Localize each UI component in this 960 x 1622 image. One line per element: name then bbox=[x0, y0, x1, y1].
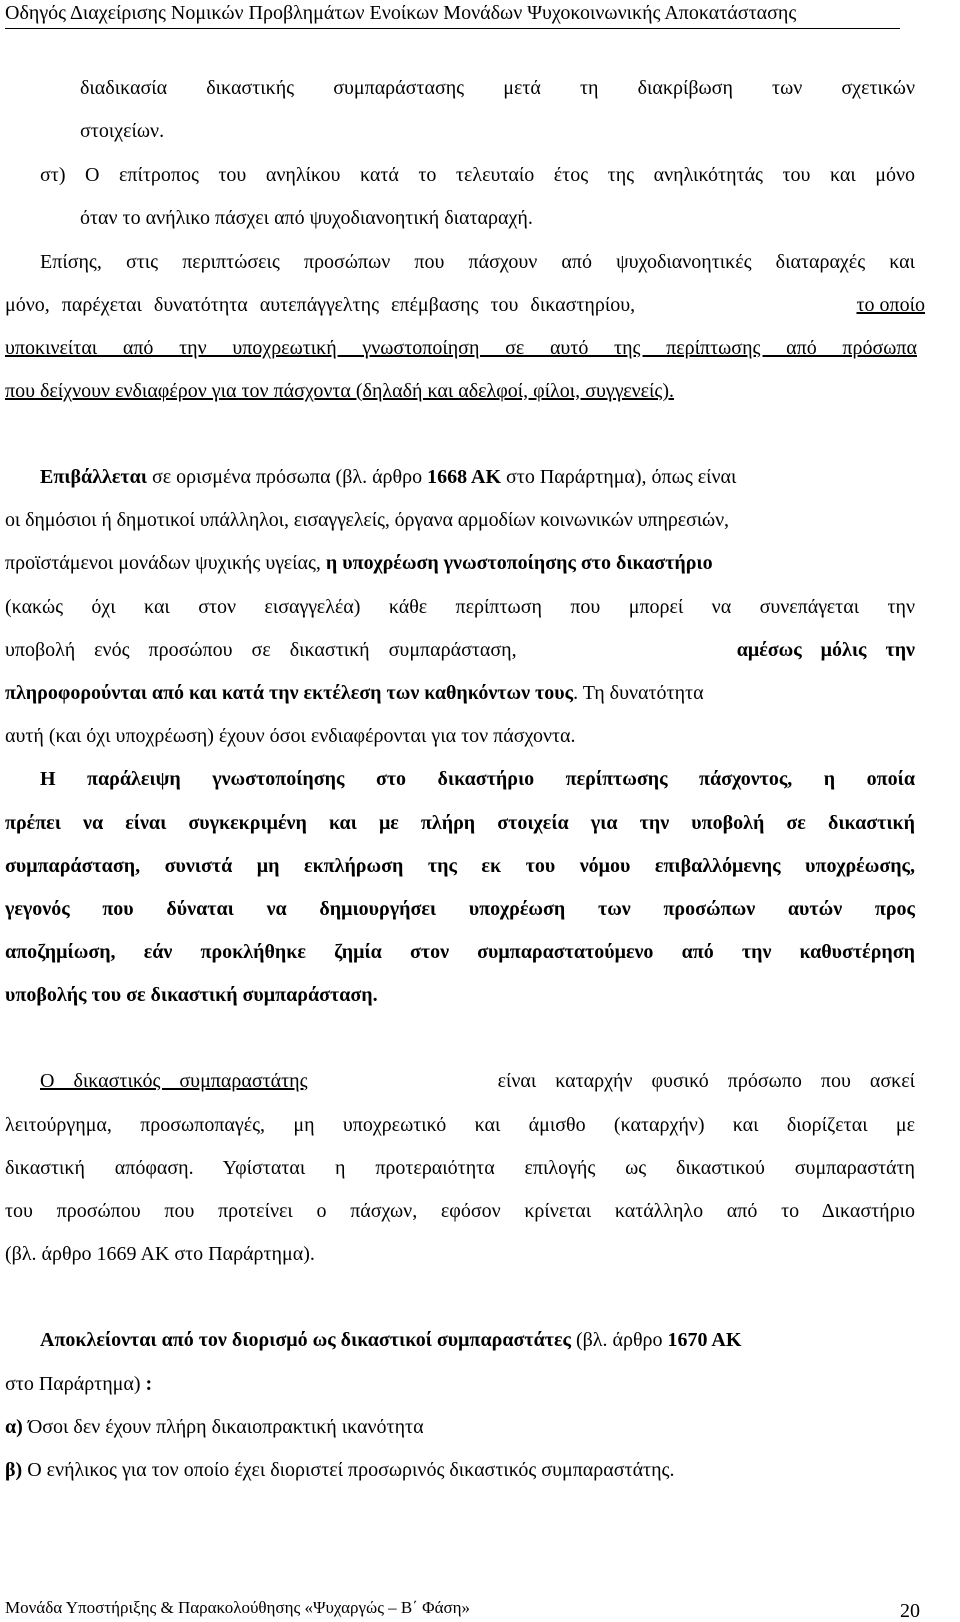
underlined-line: που δείχνουν ενδιαφέρον για τον πάσχοντα (δηλαδή και αδελφοί, φίλοι, συγγενείς). bbox=[5, 380, 674, 402]
bold-paragraph-line: υποβολής του σε δικαστική συμπαράσταση. bbox=[5, 984, 378, 1006]
text-span: είναι καταρχήν φυσικό πρόσωπο που ασκεί bbox=[497, 1070, 915, 1092]
text-span: στο Παράρτημα), όπως είναι bbox=[501, 466, 737, 488]
list-item-st: στ) Ο επίτροπος του ανηλίκου κατά το τελευταίο έτος της ανηλικότητάς του και μόνο bbox=[40, 164, 915, 186]
underlined-text: Ο δικαστικός συμπαραστάτης bbox=[40, 1070, 308, 1092]
list-line: διαδικασία δικαστικής συμπαράστασης μετά τη διακρίβωση των σχετικών bbox=[80, 77, 915, 99]
bold-text: αμέσως μόλις την bbox=[736, 639, 915, 661]
paragraph-line: (κακώς όχι και στον εισαγγελέα) κάθε περίπτωση που μπορεί να συνεπάγεται την bbox=[5, 596, 915, 618]
paragraph-line bbox=[40, 464, 736, 490]
text-span: μόνο, παρέχεται δυνατότητα αυτεπάγγελτης επέμβασης του δικαστηρίου, bbox=[5, 294, 636, 316]
running-footer bbox=[5, 1597, 940, 1621]
paragraph-line: οι δημόσιοι ή δημοτικοί υπάλληλοι, εισαγγελείς, όργανα αρμοδίων κοινωνικών υπηρεσιών, bbox=[5, 509, 729, 531]
paragraph-line: (βλ. άρθρο 1669 ΑΚ στο Παράρτημα). bbox=[5, 1243, 315, 1265]
list-marker: β) bbox=[5, 1459, 23, 1481]
text-span: . Τη δυνατότητα bbox=[573, 682, 704, 704]
list-text: Όσοι δεν έχουν πλήρη δικαιοπρακτική ικανότητα bbox=[22, 1416, 424, 1438]
paragraph-line bbox=[40, 1068, 915, 1094]
paragraph-line bbox=[5, 1371, 152, 1397]
bold-text: η υποχρέωση γνωστοποίησης στο δικαστήριο bbox=[325, 552, 713, 574]
paragraph-line bbox=[5, 292, 925, 318]
running-header bbox=[5, 0, 900, 29]
bold-text: 1670 ΑΚ bbox=[667, 1329, 742, 1351]
bold-text: Επιβάλλεται bbox=[40, 466, 147, 488]
paragraph-line bbox=[40, 1327, 741, 1353]
bold-text: πληροφορούνται από και κατά την εκτέλεση των καθηκόντων τους bbox=[5, 682, 574, 704]
list-item-a bbox=[5, 1414, 424, 1440]
list-marker: α) bbox=[5, 1416, 23, 1438]
list-text: Ο ενήλικος για τον οποίο έχει διοριστεί προσωρινός δικαστικός συμπαραστάτης. bbox=[22, 1459, 675, 1481]
paragraph-line: Επίσης, στις περιπτώσεις προσώπων που πάσχουν από ψυχοδιανοητικές διαταραχές και bbox=[40, 251, 915, 273]
text-span: (βλ. άρθρο bbox=[570, 1329, 668, 1351]
underlined-line: υποκινείται από την υποχρεωτική γνωστοποίηση σε αυτό της περίπτωσης από πρόσωπα bbox=[5, 337, 917, 359]
paragraph-line bbox=[5, 680, 704, 706]
paragraph-line: αυτή (και όχι υποχρέωση) έχουν όσοι ενδιαφέρονται για τον πάσχοντα. bbox=[5, 725, 576, 747]
list-line: όταν το ανήλικο πάσχει από ψυχοδιανοητική διαταραχή. bbox=[80, 207, 533, 229]
text-span: σε ορισμένα πρόσωπα (βλ. άρθρο bbox=[146, 466, 428, 488]
page-number: 20 bbox=[900, 1600, 920, 1622]
bold-text: 1668 ΑΚ bbox=[427, 466, 502, 488]
footer-text: Μονάδα Υποστήριξης & Παρακολούθησης «Ψυχαργώς – Β΄ Φάση» bbox=[5, 1598, 471, 1617]
bold-paragraph-line: πρέπει να είναι συγκεκριμένη και με πλήρη στοιχεία για την υποβολή σε δικαστική bbox=[5, 812, 915, 834]
bold-text: Αποκλείονται από τον διορισμό ως δικαστικοί συμπαραστάτες bbox=[40, 1329, 571, 1351]
text-span: υποβολή ενός προσώπου σε δικαστική συμπαράσταση, bbox=[5, 639, 517, 661]
list-line: στοιχείων. bbox=[80, 120, 165, 142]
paragraph-line bbox=[5, 550, 713, 576]
bold-paragraph-line: συμπαράσταση, συνιστά μη εκπλήρωση της εκ του νόμου επιβαλλόμενης υποχρέωσης, bbox=[5, 855, 915, 877]
bold-text: : bbox=[145, 1373, 153, 1395]
underlined-text: το οποίο bbox=[856, 294, 925, 316]
paragraph-line bbox=[5, 637, 915, 663]
text-span: προϊστάμενοι μονάδων ψυχικής υγείας, bbox=[5, 552, 326, 574]
bold-paragraph-line: αποζημίωση, εάν προκλήθηκε ζημία στον συμπαραστατούμενο από την καθυστέρηση bbox=[5, 941, 915, 963]
bold-paragraph-line: Η παράλειψη γνωστοποίησης στο δικαστήριο περίπτωσης πάσχοντος, η οποία bbox=[40, 768, 915, 790]
list-item-b bbox=[5, 1457, 674, 1483]
text-span: στο Παράρτημα) bbox=[5, 1373, 146, 1395]
header-title: Οδηγός Διαχείρισης Νομικών Προβλημάτων Ενοίκων Μονάδων Ψυχοκοινωνικής Αποκατάστασης bbox=[5, 2, 797, 24]
paragraph-line: λειτούργημα, προσωποπαγές, μη υποχρεωτικό και άμισθο (καταρχήν) και διορίζεται με bbox=[5, 1114, 915, 1136]
paragraph-line: του προσώπου που προτείνει ο πάσχων, εφόσον κρίνεται κατάλληλο από το Δικαστήριο bbox=[5, 1200, 915, 1222]
bold-paragraph-line: γεγονός που δύναται να δημιουργήσει υποχρέωση των προσώπων αυτών προς bbox=[5, 898, 915, 920]
paragraph-line: δικαστική απόφαση. Υφίσταται η προτεραιότητα επιλογής ως δικαστικού συμπαραστάτη bbox=[5, 1157, 915, 1179]
